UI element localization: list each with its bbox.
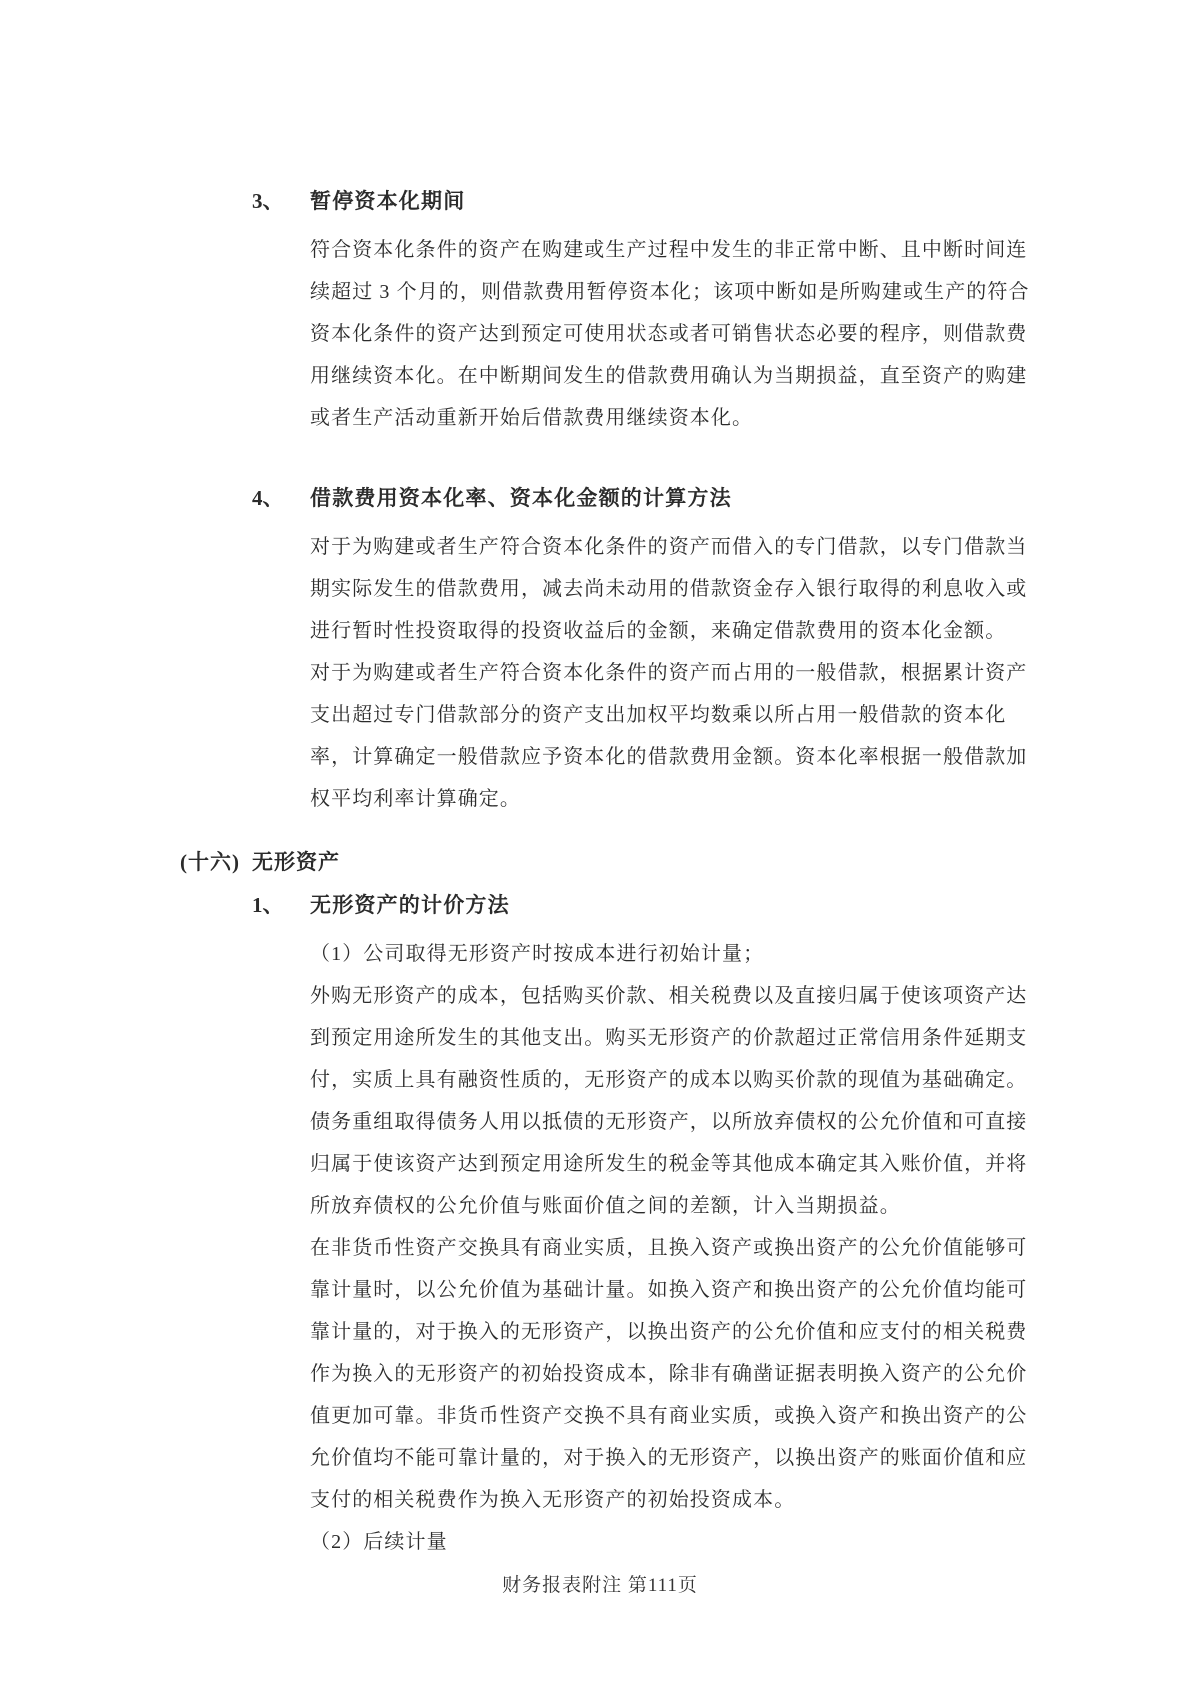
text-line: 率，计算确定一般借款应予资本化的借款费用金额。资本化率根据一般借款加	[310, 746, 1028, 768]
text-line: 进行暂时性投资取得的投资收益后的金额，来确定借款费用的资本化金额。	[310, 620, 1007, 642]
page-footer: 财务报表附注 第111页	[502, 1575, 698, 1596]
section-4-number: 4、	[252, 486, 284, 510]
section-4-paragraph	[310, 526, 1028, 820]
subsection-1-paragraph	[310, 933, 1028, 1563]
subsection-1-number: 1、	[252, 893, 284, 917]
section-3-title: 暂停资本化期间	[310, 189, 466, 213]
text-line: 外购无形资产的成本，包括购买价款、相关税费以及直接归属于使该项资产达	[310, 985, 1028, 1007]
part-title: 无形资产	[252, 850, 340, 874]
subsection-1-body	[310, 890, 1028, 1563]
subsection-1	[252, 890, 1200, 1563]
text-line: 用继续资本化。在中断期间发生的借款费用确认为当期损益，直至资产的购建	[310, 365, 1028, 387]
text-line: 到预定用途所发生的其他支出。购买无形资产的价款超过正常信用条件延期支	[310, 1027, 1028, 1049]
text-line: 或者生产活动重新开始后借款费用继续资本化。	[310, 407, 754, 429]
subsection-1-title: 无形资产的计价方法	[310, 893, 510, 917]
section-4	[252, 483, 1200, 820]
text-line: 所放弃债权的公允价值与账面价值之间的差额，计入当期损益。	[310, 1195, 901, 1217]
text-line: 作为换入的无形资产的初始投资成本，除非有确凿证据表明换入资产的公允价	[310, 1363, 1028, 1385]
section-3-number: 3、	[252, 189, 284, 213]
text-line: 靠计量的，对于换入的无形资产，以换出资产的公允价值和应支付的相关税费	[310, 1321, 1028, 1343]
text-line: 对于为购建或者生产符合资本化条件的资产而借入的专门借款，以专门借款当	[310, 536, 1028, 558]
section-3-paragraph	[310, 229, 1028, 439]
text-line: 支付的相关税费作为换入无形资产的初始投资成本。	[310, 1489, 796, 1511]
text-line: 靠计量时，以公允价值为基础计量。如换入资产和换出资产的公允价值均能可	[310, 1279, 1028, 1301]
text-line: 符合资本化条件的资产在购建或生产过程中发生的非正常中断、且中断时间连	[310, 239, 1028, 261]
text-line: （2）后续计量	[310, 1531, 448, 1553]
page-content	[0, 186, 1200, 1563]
text-line: 权平均利率计算确定。	[310, 788, 521, 810]
part-number: (十六)	[180, 850, 240, 874]
section-3-body	[310, 186, 1028, 439]
text-line: 值更加可靠。非货币性资产交换不具有商业实质，或换入资产和换出资产的公	[310, 1405, 1028, 1427]
text-line: 续超过 3 个月的，则借款费用暂停资本化；该项中断如是所购建或生产的符合	[310, 281, 1030, 303]
text-line: 债务重组取得债务人用以抵债的无形资产，以所放弃债权的公允价值和可直接	[310, 1111, 1028, 1133]
text-line: 期实际发生的借款费用，减去尚未动用的借款资金存入银行取得的利息收入或	[310, 578, 1028, 600]
part-heading-16	[180, 847, 1200, 877]
text-line: 允价值均不能可靠计量的，对于换入的无形资产，以换出资产的账面价值和应	[310, 1447, 1028, 1469]
text-line: 在非货币性资产交换具有商业实质，且换入资产或换出资产的公允价值能够可	[310, 1237, 1028, 1259]
text-line: 对于为购建或者生产符合资本化条件的资产而占用的一般借款，根据累计资产	[310, 662, 1028, 684]
section-4-body	[310, 483, 1028, 820]
text-line: 付，实质上具有融资性质的，无形资产的成本以购买价款的现值为基础确定。	[310, 1069, 1028, 1091]
text-line: 支出超过专门借款部分的资产支出加权平均数乘以所占用一般借款的资本化	[310, 704, 1007, 726]
section-3	[252, 186, 1200, 439]
text-line: 归属于使该资产达到预定用途所发生的税金等其他成本确定其入账价值，并将	[310, 1153, 1028, 1175]
text-line: （1）公司取得无形资产时按成本进行初始计量；	[310, 943, 765, 965]
section-4-title: 借款费用资本化率、资本化金额的计算方法	[310, 486, 732, 510]
text-line: 资本化条件的资产达到预定可使用状态或者可销售状态必要的程序，则借款费	[310, 323, 1028, 345]
